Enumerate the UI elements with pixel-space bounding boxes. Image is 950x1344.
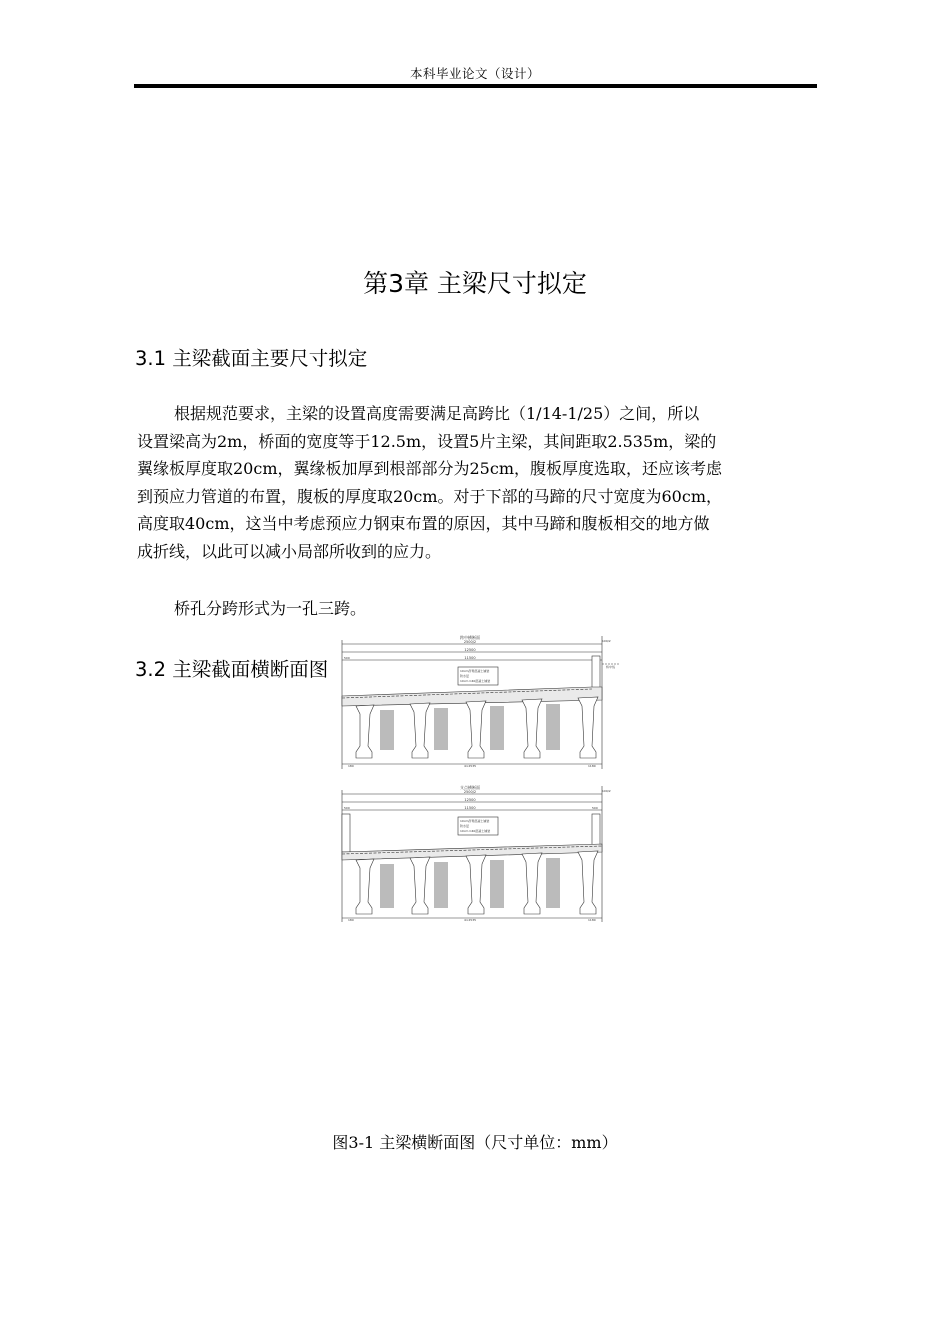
dim-label: 180 xyxy=(348,918,354,922)
bottom-cross-section xyxy=(342,784,611,922)
note: 防水层 xyxy=(460,674,470,678)
dim-label: 12500 xyxy=(464,798,476,802)
girder-cross-section-figure xyxy=(330,634,620,926)
bottom-section-title: 支点横断面 xyxy=(460,785,480,790)
top-cross-section xyxy=(342,634,620,769)
paragraph-line: 翼缘板厚度取20cm，翼缘板加厚到根部部分为25cm，腹板厚度选取，还应该考虑 xyxy=(137,459,722,478)
paragraph-line: 设置梁高为2m，桥面的宽度等于12.5m，设置5片主梁，其间距取2.535m，梁的 xyxy=(137,431,717,451)
section-heading-3-2: 3.2 主梁截面横断面图 xyxy=(135,658,329,681)
dim-label: 100/2 xyxy=(602,789,611,793)
paragraph-line: 到预应力管道的布置，腹板的厚度取20cm。对于下部的马蹄的尺寸宽度为60cm， xyxy=(137,486,722,506)
figure-caption: 图3-1 主梁横断面图（尺寸单位：mm） xyxy=(332,1133,618,1152)
dim-label: 11500 xyxy=(464,806,476,810)
centerline-label: 桥中线 xyxy=(606,665,616,669)
note: 10cm C40混凝土铺装 xyxy=(460,679,491,683)
dim-label: 1180 xyxy=(588,764,596,768)
dim-label: 12500 xyxy=(464,648,476,652)
dim-label: 2500/2 xyxy=(463,640,477,644)
header-rule xyxy=(134,84,817,88)
dim-label: 100/2 xyxy=(602,639,611,643)
paragraph-line: 根据规范要求，主梁的设置高度需要满足高跨比（1/14-1/25）之间，所以 xyxy=(174,404,700,423)
top-section-title: 跨中横断面 xyxy=(460,635,480,640)
section-3-1-paragraph-2: 桥孔分跨形式为一孔三跨。 xyxy=(174,599,367,618)
note: 10cm沥青混凝土铺装 xyxy=(460,669,490,673)
paragraph-line: 成折线，以此可以减小局部所收到的应力。 xyxy=(137,541,442,561)
dim-label: 500 xyxy=(344,656,350,660)
dim-label: 4×2535 xyxy=(463,918,477,922)
page-header: 本科毕业论文（设计） xyxy=(409,66,540,81)
dim-label: 1180 xyxy=(588,918,596,922)
dim-label: 500 xyxy=(592,806,598,810)
section-heading-3-1: 3.1 主梁截面主要尺寸拟定 xyxy=(135,347,368,370)
note: 防水层 xyxy=(460,824,470,828)
section-3-1-paragraph xyxy=(137,400,827,565)
dim-label: 4×2535 xyxy=(463,764,477,768)
dim-label: 500 xyxy=(344,806,350,810)
note: 10cm沥青混凝土铺装 xyxy=(460,819,490,823)
dim-label: 2500/2 xyxy=(463,790,477,794)
paragraph-line: 高度取40cm，这当中考虑预应力钢束布置的原因，其中马蹄和腹板相交的地方做 xyxy=(137,514,710,533)
note: 10cm C40混凝土铺装 xyxy=(460,829,491,833)
dim-label: 180 xyxy=(348,764,354,768)
chapter-title: 第3章 主梁尺寸拟定 xyxy=(363,269,587,298)
dim-label: 11500 xyxy=(464,656,476,660)
